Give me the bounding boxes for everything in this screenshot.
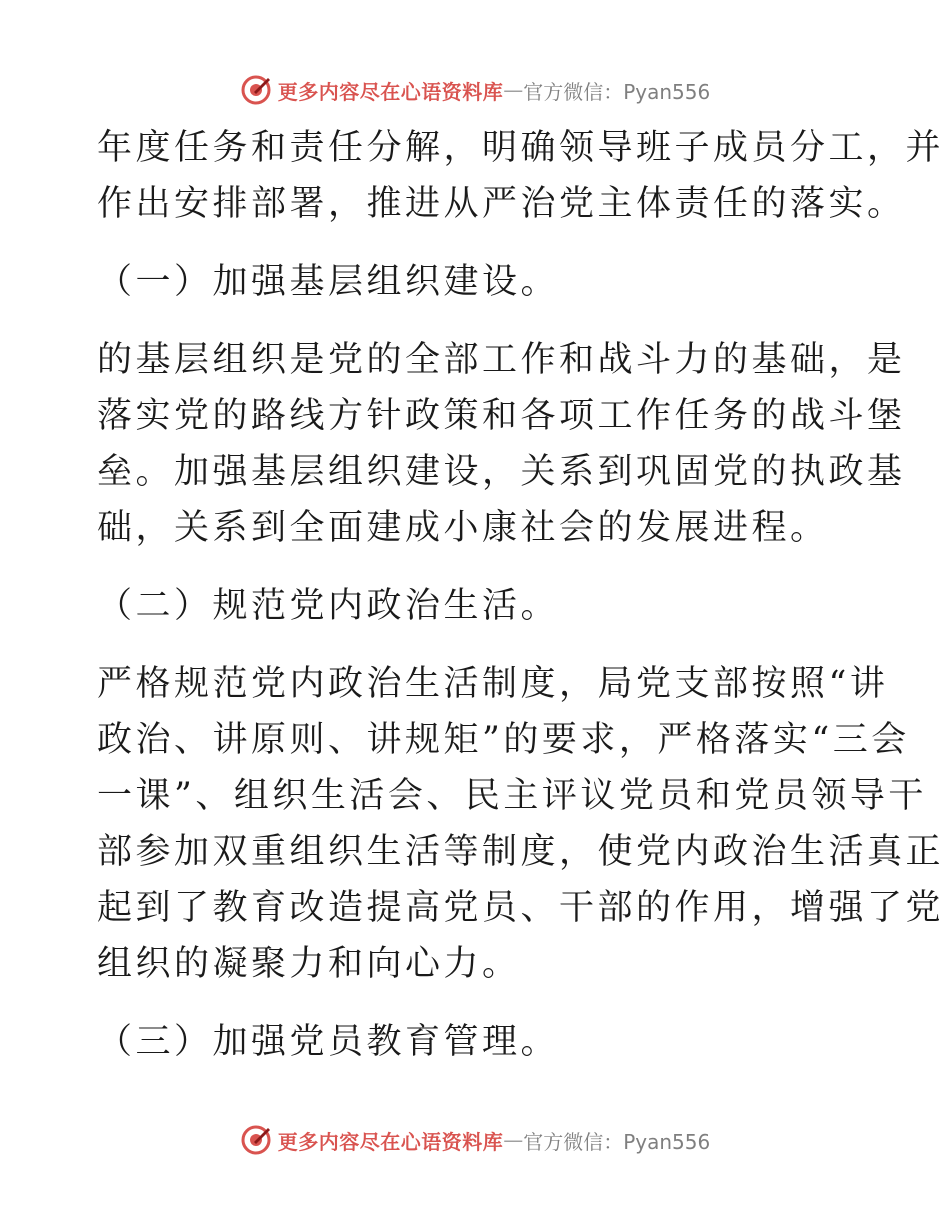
banner-contact-text: 官方微信：Pyan556 xyxy=(523,1129,711,1154)
paragraph-line: 一课”、组织生活会、民主评议党员和党员领导干 xyxy=(97,776,927,816)
paragraph-line: 落实党的路线方针政策和各项工作任务的战斗堡 xyxy=(97,396,906,436)
banner-separator: — xyxy=(503,78,524,102)
paragraph-line: 组织的凝聚力和向心力。 xyxy=(97,944,521,984)
footer-watermark xyxy=(0,1120,950,1160)
paragraph-line: 严格规范党内政治生活制度，局党支部按照“讲 xyxy=(97,664,889,704)
paragraph-line: 政治、讲原则、讲规矩”的要求，严格落实“三会 xyxy=(97,720,910,760)
paragraph-line: 作出安排部署，推进从严治党主体责任的落实。 xyxy=(97,184,906,224)
pen-circle-icon xyxy=(240,1124,272,1156)
paragraph-line: 部参加双重组织生活等制度，使党内政治生活真正 xyxy=(97,832,945,872)
paragraph-line: 垒。加强基层组织建设，关系到巩固党的执政基 xyxy=(97,452,906,492)
banner-brand-text: 更多内容尽在心语资料库 xyxy=(277,79,504,104)
section-heading-3: （三）加强党员教育管理。 xyxy=(97,1022,560,1062)
paragraph-line: 的基层组织是党的全部工作和战斗力的基础，是 xyxy=(97,340,906,380)
document-body xyxy=(97,120,945,1070)
header-watermark xyxy=(0,70,950,110)
section-heading-2: （二）规范党内政治生活。 xyxy=(97,586,560,626)
pen-circle-icon xyxy=(240,74,272,106)
paragraph-line: 年度任务和责任分解，明确领导班子成员分工，并 xyxy=(97,128,945,168)
paragraph-line: 起到了教育改造提高党员、干部的作用，增强了党 xyxy=(97,888,945,928)
banner-contact-text: 官方微信：Pyan556 xyxy=(523,79,711,104)
banner-brand-text: 更多内容尽在心语资料库 xyxy=(277,1129,504,1154)
section-heading-1: （一）加强基层组织建设。 xyxy=(97,262,560,302)
banner-separator: — xyxy=(503,1128,524,1152)
paragraph-line: 础，关系到全面建成小康社会的发展进程。 xyxy=(97,508,829,548)
